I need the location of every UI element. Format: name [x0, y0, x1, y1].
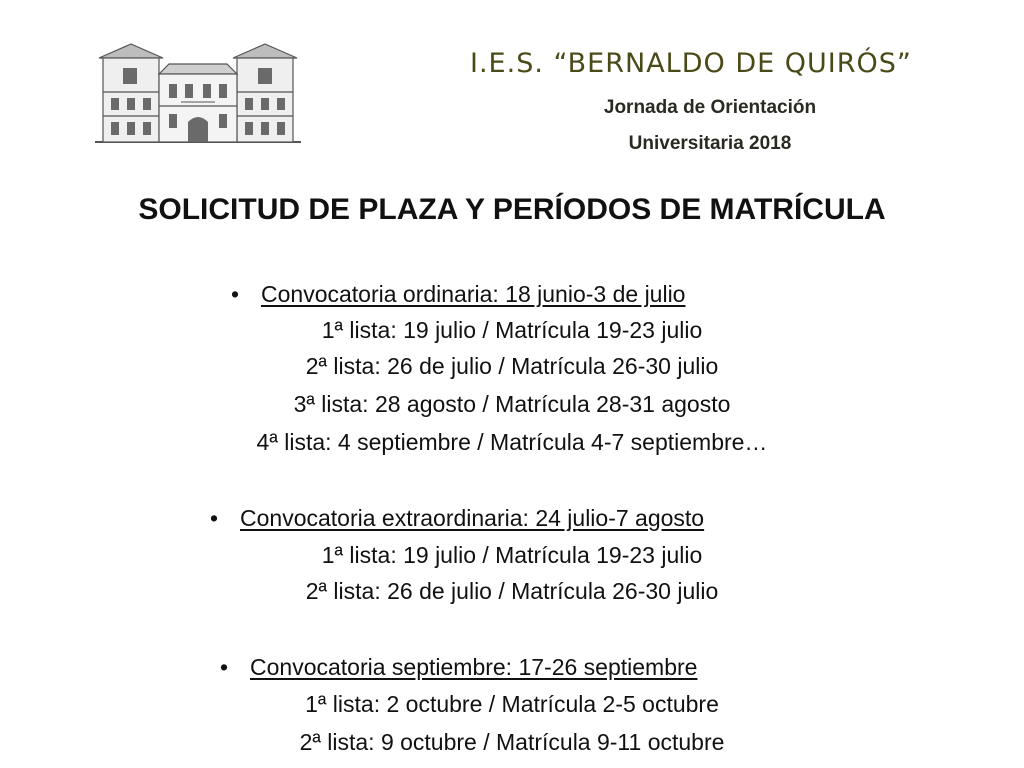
bullet-marker: •: [209, 505, 219, 531]
page-title: SOLICITUD DE PLAZA Y PERÍODOS DE MATRÍCULA: [138, 193, 886, 226]
section-heading-text: Convocatoria ordinaria: 18 junio-3 de julio: [261, 281, 686, 307]
list-item: 1ª lista: 2 octubre / Matrícula 2-5 octubre: [305, 691, 719, 717]
school-building-logo: [93, 40, 303, 146]
list-item: 2ª lista: 9 octubre / Matrícula 9-11 octubre: [299, 729, 725, 755]
list-item: 1ª lista: 19 julio / Matrícula 19-23 julio: [321, 542, 703, 568]
list-item: 2ª lista: 26 de julio / Matrícula 26-30 julio: [305, 578, 719, 604]
bullet-marker: •: [219, 654, 229, 680]
list-item: 4ª lista: 4 septiembre / Matrícula 4-7 septiembre…: [256, 429, 768, 455]
school-name: I.E.S. “BERNALDO DE QUIRÓS”: [470, 48, 912, 79]
list-item: 3ª lista: 28 agosto / Matrícula 28-31 agosto: [293, 391, 731, 417]
section-heading-text: Convocatoria septiembre: 17-26 septiembre: [250, 654, 698, 680]
section-heading-text: Convocatoria extraordinaria: 24 julio-7 agosto: [240, 505, 705, 531]
list-item: 2ª lista: 26 de julio / Matrícula 26-30 julio: [305, 353, 719, 379]
bullet-marker: •: [230, 281, 240, 307]
event-title-line-1: Jornada de Orientación: [603, 97, 817, 118]
section-heading-extraordinaria: [205, 503, 704, 533]
section-heading-septiembre: [215, 652, 697, 682]
list-item: 1ª lista: 19 julio / Matrícula 19-23 julio: [321, 317, 703, 343]
section-heading-ordinaria: [226, 279, 685, 309]
event-title-line-2: Universitaria 2018: [628, 133, 792, 154]
